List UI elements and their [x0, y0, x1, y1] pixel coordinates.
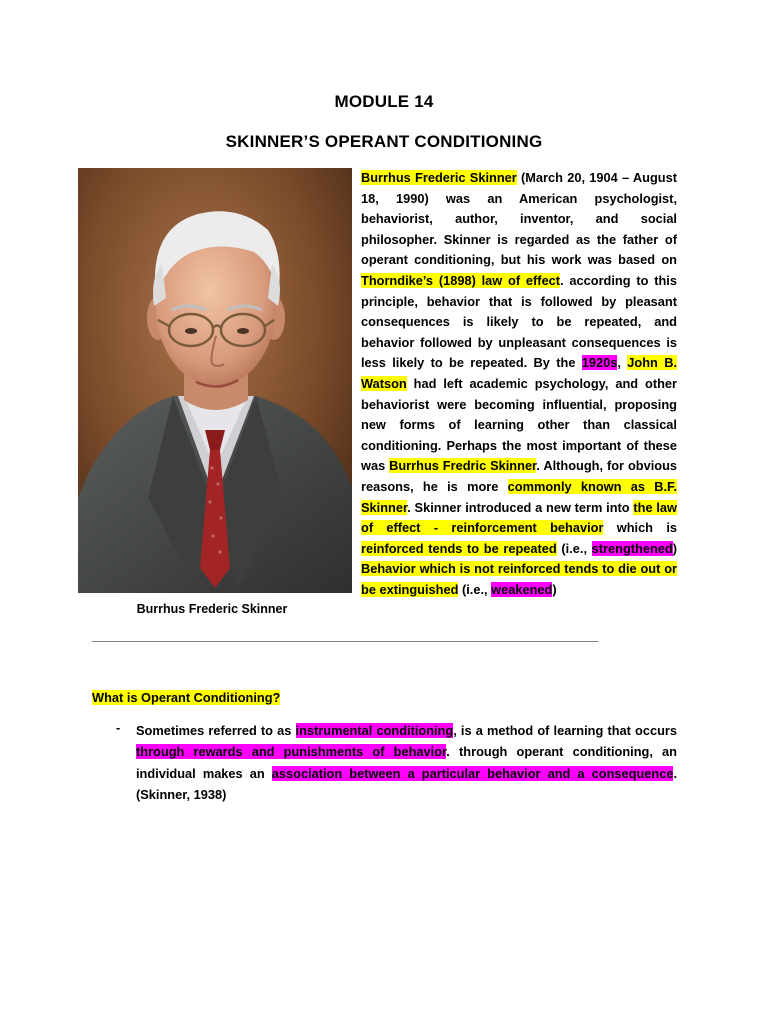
section-heading-text: What is Operant Conditioning? — [92, 690, 281, 705]
highlight-weakened: weakened — [491, 581, 553, 597]
definition-bullet — [136, 720, 677, 805]
bio-text: ) — [552, 581, 557, 597]
bio-text: . Although, for obvious reasons, he is more — [361, 458, 677, 494]
portrait-photo — [78, 168, 352, 593]
biography-paragraph — [361, 168, 677, 600]
bio-text: ) — [672, 540, 677, 556]
bio-text: (March 20, 1904 – August 18, 1990) was an American psychologist, behaviorist, author, inventor, and social philosopher. Skinner is regarded as the father of operant conditioning, but his work was based on — [361, 170, 677, 268]
bullet-marker: - — [116, 720, 121, 735]
bio-text: (i.e., — [556, 540, 592, 556]
bullet-text: , is a method of learning that occurs — [453, 723, 677, 738]
highlight-john-watson: John B. Watson — [361, 355, 678, 391]
highlight-fredric-skinner: Burrhus Fredric Skinner — [389, 458, 537, 474]
bio-text: . Skinner introduced a new term into — [407, 499, 634, 515]
highlight-reinforcement: the law of effect - reinforcement behavior — [361, 499, 677, 536]
highlight-rewards: through rewards and punishments of behavior — [136, 744, 447, 760]
portrait-caption: Burrhus Frederic Skinner — [136, 602, 288, 616]
bio-text: had left academic psychology, and other behaviorist were becoming influential, proposing new forms of learning other than classical conditioning. Perhaps the most important of these was — [361, 375, 677, 474]
page-title: SKINNER’S OPERANT CONDITIONING — [225, 132, 543, 151]
section-heading — [92, 690, 280, 705]
bullet-text: Sometimes referred to as — [136, 723, 296, 738]
highlight-repeated: reinforced tends to be repeated — [361, 540, 557, 556]
highlight-1920s: 1920s — [581, 355, 618, 371]
highlight-extinguished: Behavior which is not reinforced tends to die out or be extinguished — [361, 561, 677, 597]
section-divider: ____________________________________________________________________________________ — [92, 628, 598, 643]
bio-text: . according to this principle, behavior that is followed by pleasant consequences is likely to be repeated, and behavior followed by unpleasant consequences is less likely to be repeated. By the — [361, 272, 677, 371]
highlight-association: association between a particular behavior and a consequence — [271, 765, 674, 781]
bio-text: (i.e., — [458, 581, 492, 597]
highlight-instrumental: instrumental conditioning — [295, 723, 454, 738]
bio-text: which is — [603, 520, 677, 536]
bio-text: , — [617, 355, 628, 371]
highlight-law-of-effect: Thorndike’s (1898) law of effect — [361, 272, 561, 288]
highlight-bf-skinner: commonly known as B.F. Skinner — [361, 478, 677, 515]
module-number: MODULE 14 — [334, 92, 434, 111]
highlight-name: Burrhus Frederic Skinner — [361, 170, 517, 185]
highlight-strengthened: strengthened — [591, 540, 673, 556]
bullet-text: . through operant conditioning, an individual makes an — [136, 744, 677, 781]
bullet-text: . (Skinner, 1938) — [136, 765, 678, 802]
